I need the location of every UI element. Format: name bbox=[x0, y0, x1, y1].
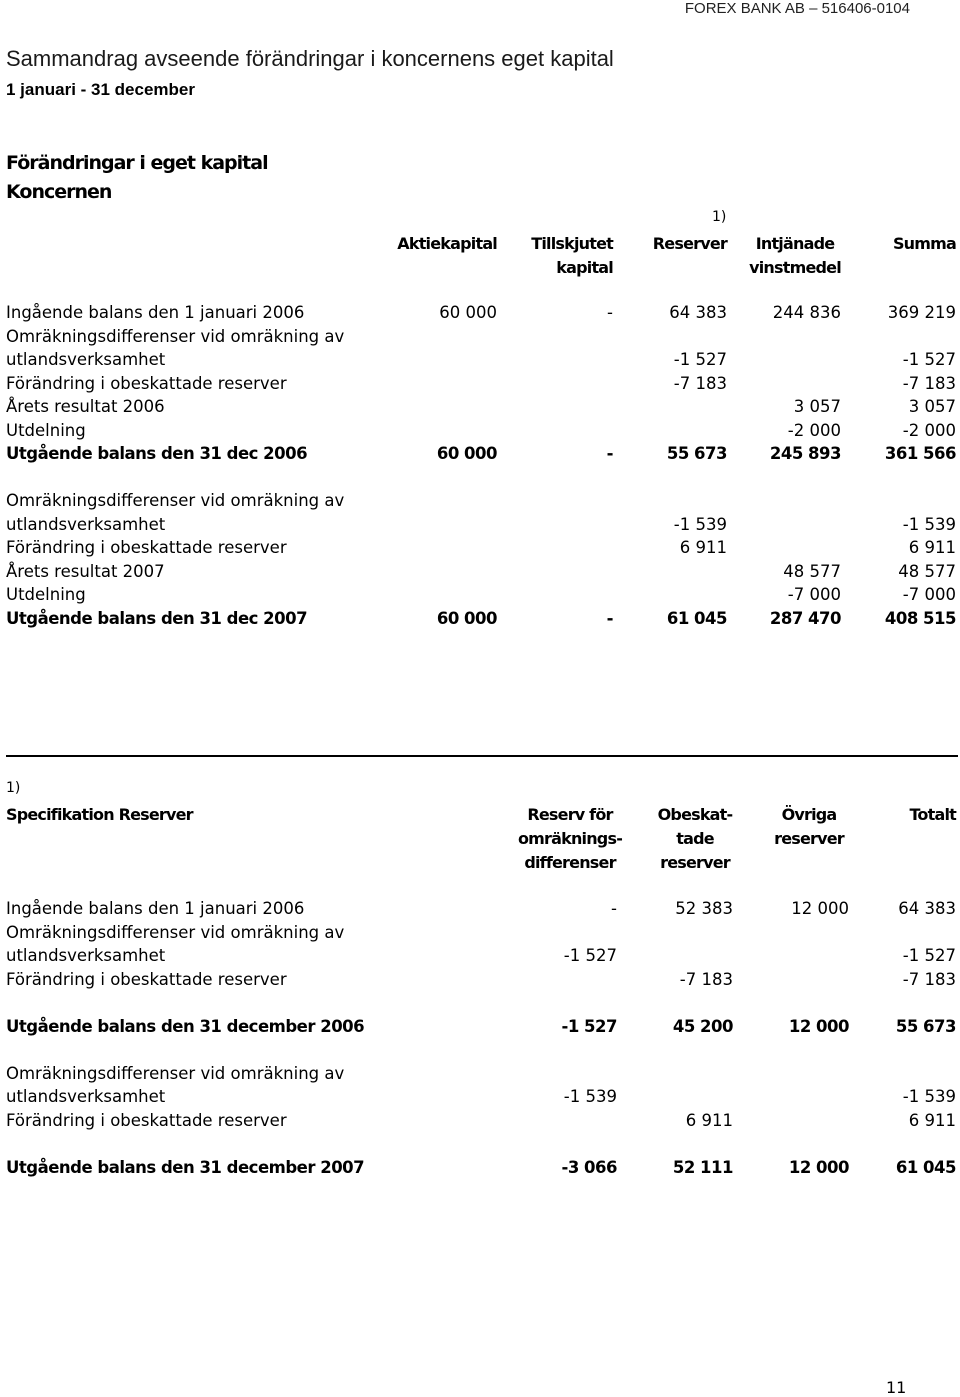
equity-table bbox=[6, 301, 956, 630]
col-header-totalt: Totalt bbox=[909, 805, 956, 824]
cell-omrakning bbox=[501, 968, 617, 992]
cell-tillskjutet bbox=[497, 560, 613, 584]
cell-aktiekapital bbox=[358, 489, 497, 513]
col-header-omrakning-line1: Reserv för bbox=[527, 805, 613, 824]
cell-summa bbox=[841, 325, 956, 349]
col-header-tillskjutet-line1: Tillskjutet bbox=[531, 234, 613, 253]
col-header-ovriga-line1: Övriga bbox=[781, 805, 837, 824]
row-label: Utgående balans den 31 dec 2007 bbox=[6, 608, 308, 628]
col-header-summa: Summa bbox=[892, 234, 956, 253]
specification-title: Specifikation Reserver bbox=[6, 805, 193, 824]
col-header-obeskattade-line3: reserver bbox=[660, 853, 730, 872]
equity-section-subtitle: Koncernen bbox=[6, 181, 112, 203]
row-label: Årets resultat 2007 bbox=[6, 561, 165, 581]
reserver-footnote-ref: 1) bbox=[712, 209, 727, 225]
row-label: utlandsverksamhet bbox=[6, 1087, 166, 1106]
table-row bbox=[6, 1015, 956, 1039]
col-header-obeskattade-line2: tade bbox=[676, 829, 714, 848]
cell-ovriga: 12 000 bbox=[788, 1016, 849, 1036]
cell-tillskjutet bbox=[497, 395, 613, 419]
cell-intjanade: 3 057 bbox=[793, 397, 841, 416]
cell-intjanade bbox=[727, 466, 841, 490]
cell-aktiekapital bbox=[358, 419, 497, 443]
table-row bbox=[6, 1132, 956, 1156]
cell-intjanade: 287 470 bbox=[769, 608, 841, 628]
table-row bbox=[6, 466, 956, 490]
row-label: Omräkningsdifferenser vid omräkning av bbox=[6, 922, 345, 942]
row-label: Förändring i obeskattade reserver bbox=[6, 538, 287, 557]
row-label: Utgående balans den 31 december 2007 bbox=[6, 1157, 365, 1177]
cell-obeskattade bbox=[617, 1132, 733, 1156]
row-label: utlandsverksamhet bbox=[6, 946, 166, 965]
cell-ovriga bbox=[733, 1109, 849, 1133]
cell-summa bbox=[841, 466, 956, 490]
cell-reserver bbox=[613, 583, 727, 607]
row-label: utlandsverksamhet bbox=[6, 514, 166, 534]
table-row bbox=[6, 921, 956, 945]
cell-tillskjutet: - bbox=[606, 608, 613, 628]
cell-aktiekapital bbox=[358, 536, 497, 560]
col-header-tillskjutet bbox=[500, 232, 613, 280]
cell-ovriga bbox=[733, 1085, 849, 1109]
col-header-omrakning-line3: differenser bbox=[524, 853, 616, 872]
row-label bbox=[6, 1038, 501, 1062]
cell-obeskattade: 52 111 bbox=[672, 1157, 733, 1177]
col-header-obeskattade-line1: Obeskat- bbox=[657, 805, 733, 824]
cell-omrakning bbox=[501, 1109, 617, 1133]
table-row bbox=[6, 944, 956, 968]
cell-intjanade: 48 577 bbox=[783, 561, 841, 581]
cell-obeskattade bbox=[617, 1038, 733, 1062]
cell-summa: 6 911 bbox=[908, 538, 956, 557]
col-header-aktiekapital: Aktiekapital bbox=[397, 234, 497, 253]
cell-summa: 3 057 bbox=[908, 397, 956, 416]
cell-tillskjutet bbox=[497, 583, 613, 607]
table-row bbox=[6, 1062, 956, 1086]
row-label: utlandsverksamhet bbox=[6, 350, 166, 369]
company-header: FOREX BANK AB – 516406-0104 bbox=[684, 0, 910, 17]
row-label: Ingående balans den 1 januari 2006 bbox=[6, 899, 305, 918]
row-label bbox=[6, 991, 501, 1015]
table-row bbox=[6, 395, 956, 419]
row-label: Förändring i obeskattade reserver bbox=[6, 373, 287, 393]
table-row bbox=[6, 560, 956, 584]
row-label: Utdelning bbox=[6, 420, 86, 440]
cell-omrakning: -1 527 bbox=[563, 946, 617, 965]
table-row bbox=[6, 301, 956, 325]
cell-summa: -7 000 bbox=[902, 585, 956, 604]
cell-omrakning bbox=[501, 1062, 617, 1086]
reserves-table bbox=[6, 897, 956, 1179]
cell-ovriga: 12 000 bbox=[788, 1157, 849, 1177]
cell-intjanade bbox=[727, 372, 841, 396]
cell-aktiekapital bbox=[358, 560, 497, 584]
cell-aktiekapital bbox=[358, 348, 497, 372]
cell-obeskattade: 45 200 bbox=[672, 1016, 733, 1036]
cell-tillskjutet bbox=[497, 348, 613, 372]
cell-omrakning bbox=[501, 1132, 617, 1156]
cell-obeskattade: 52 383 bbox=[675, 899, 733, 918]
row-label: Omräkningsdifferenser vid omräkning av bbox=[6, 326, 345, 346]
row-label: Ingående balans den 1 januari 2006 bbox=[6, 303, 305, 322]
cell-summa: 48 577 bbox=[898, 561, 956, 581]
page-subtitle: 1 januari - 31 december bbox=[6, 80, 195, 99]
cell-aktiekapital bbox=[358, 395, 497, 419]
table-row bbox=[6, 348, 956, 372]
cell-intjanade: -2 000 bbox=[787, 420, 841, 440]
cell-totalt: 55 673 bbox=[895, 1016, 956, 1036]
col-header-reserver: Reserver bbox=[652, 234, 727, 253]
cell-tillskjutet bbox=[497, 325, 613, 349]
cell-aktiekapital: 60 000 bbox=[436, 608, 497, 628]
cell-reserver bbox=[613, 560, 727, 584]
cell-obeskattade bbox=[617, 1062, 733, 1086]
cell-omrakning: -1 527 bbox=[561, 1016, 617, 1036]
table-row bbox=[6, 536, 956, 560]
row-label: Årets resultat 2006 bbox=[6, 397, 165, 416]
cell-obeskattade: -7 183 bbox=[679, 969, 733, 989]
table-row bbox=[6, 607, 956, 631]
cell-totalt: -1 539 bbox=[902, 1087, 956, 1106]
table-row bbox=[6, 1109, 956, 1133]
table-row bbox=[6, 1038, 956, 1062]
col-header-intjanade bbox=[740, 232, 850, 280]
col-header-tillskjutet-line2: kapital bbox=[556, 258, 613, 277]
cell-ovriga bbox=[733, 921, 849, 945]
cell-aktiekapital bbox=[358, 325, 497, 349]
table-row bbox=[6, 513, 956, 537]
cell-totalt bbox=[849, 921, 956, 945]
cell-reserver bbox=[613, 489, 727, 513]
row-label: Omräkningsdifferenser vid omräkning av bbox=[6, 491, 345, 510]
equity-section-title: Förändringar i eget kapital bbox=[6, 152, 268, 174]
cell-intjanade bbox=[727, 325, 841, 349]
cell-ovriga bbox=[733, 944, 849, 968]
cell-totalt bbox=[849, 991, 956, 1015]
table-row bbox=[6, 325, 956, 349]
cell-omrakning bbox=[501, 1038, 617, 1062]
cell-totalt bbox=[849, 1132, 956, 1156]
cell-intjanade: 244 836 bbox=[772, 303, 841, 322]
col-header-ovriga-line2: reserver bbox=[774, 829, 844, 848]
cell-totalt: 61 045 bbox=[895, 1157, 956, 1177]
cell-tillskjutet: - bbox=[607, 303, 613, 322]
table-row bbox=[6, 442, 956, 466]
cell-intjanade: -7 000 bbox=[787, 585, 841, 604]
cell-intjanade: 245 893 bbox=[769, 444, 841, 463]
cell-ovriga bbox=[733, 991, 849, 1015]
cell-totalt: -1 527 bbox=[902, 946, 956, 965]
cell-omrakning bbox=[501, 991, 617, 1015]
cell-obeskattade: 6 911 bbox=[685, 1110, 733, 1130]
cell-ovriga bbox=[733, 968, 849, 992]
cell-reserver: 64 383 bbox=[669, 303, 727, 322]
cell-aktiekapital bbox=[358, 372, 497, 396]
cell-reserver: 55 673 bbox=[666, 444, 727, 463]
row-label: Förändring i obeskattade reserver bbox=[6, 1110, 287, 1130]
section-divider bbox=[6, 755, 958, 757]
cell-aktiekapital bbox=[358, 513, 497, 537]
cell-reserver: 61 045 bbox=[666, 608, 727, 628]
cell-ovriga: 12 000 bbox=[791, 899, 849, 918]
cell-reserver bbox=[613, 395, 727, 419]
cell-summa: 369 219 bbox=[887, 303, 956, 322]
cell-summa: 408 515 bbox=[884, 608, 956, 628]
cell-omrakning: -1 539 bbox=[563, 1087, 617, 1106]
cell-aktiekapital: 60 000 bbox=[439, 303, 497, 322]
cell-aktiekapital: 60 000 bbox=[436, 444, 497, 463]
cell-tillskjutet bbox=[497, 489, 613, 513]
table-row bbox=[6, 1085, 956, 1109]
col-header-ovriga bbox=[756, 803, 862, 851]
cell-tillskjutet: - bbox=[606, 444, 613, 463]
col-header-obeskattade bbox=[640, 803, 750, 875]
cell-summa: -1 527 bbox=[902, 350, 956, 369]
cell-summa: -1 539 bbox=[902, 514, 956, 534]
col-header-omrakning bbox=[500, 803, 640, 875]
cell-intjanade bbox=[727, 348, 841, 372]
cell-summa: -7 183 bbox=[902, 373, 956, 393]
row-label bbox=[6, 466, 358, 490]
row-label bbox=[6, 1132, 501, 1156]
row-label: Utgående balans den 31 dec 2006 bbox=[6, 444, 308, 463]
cell-obeskattade bbox=[617, 944, 733, 968]
cell-reserver: -1 527 bbox=[673, 350, 727, 369]
cell-omrakning: -3 066 bbox=[561, 1157, 617, 1177]
cell-intjanade bbox=[727, 536, 841, 560]
cell-reserver: 6 911 bbox=[679, 538, 727, 557]
cell-totalt bbox=[849, 1038, 956, 1062]
row-label: Omräkningsdifferenser vid omräkning av bbox=[6, 1063, 345, 1083]
page-title: Sammandrag avseende förändringar i koncernens eget kapital bbox=[6, 46, 614, 71]
cell-totalt: -7 183 bbox=[902, 969, 956, 989]
cell-obeskattade bbox=[617, 991, 733, 1015]
table-row bbox=[6, 489, 956, 513]
cell-reserver: -7 183 bbox=[673, 373, 727, 393]
cell-tillskjutet bbox=[497, 513, 613, 537]
row-label: Förändring i obeskattade reserver bbox=[6, 969, 287, 989]
cell-reserver bbox=[613, 466, 727, 490]
cell-tillskjutet bbox=[497, 536, 613, 560]
cell-ovriga bbox=[733, 1062, 849, 1086]
cell-aktiekapital bbox=[358, 583, 497, 607]
cell-tillskjutet bbox=[497, 466, 613, 490]
cell-summa: 361 566 bbox=[884, 444, 956, 463]
cell-aktiekapital bbox=[358, 466, 497, 490]
cell-summa: -2 000 bbox=[902, 420, 956, 440]
cell-totalt bbox=[849, 1062, 956, 1086]
table-row bbox=[6, 583, 956, 607]
table-row bbox=[6, 991, 956, 1015]
cell-obeskattade bbox=[617, 921, 733, 945]
cell-ovriga bbox=[733, 1038, 849, 1062]
cell-reserver bbox=[613, 325, 727, 349]
cell-omrakning bbox=[501, 921, 617, 945]
col-header-omrakning-line2: omräknings- bbox=[517, 829, 623, 848]
col-header-intjanade-line2: vinstmedel bbox=[749, 258, 841, 277]
table-row bbox=[6, 968, 956, 992]
cell-intjanade bbox=[727, 489, 841, 513]
row-label: Utgående balans den 31 december 2006 bbox=[6, 1016, 365, 1036]
table-row bbox=[6, 419, 956, 443]
page-number: 11 bbox=[886, 1378, 907, 1397]
cell-obeskattade bbox=[617, 1085, 733, 1109]
cell-reserver bbox=[613, 419, 727, 443]
col-header-intjanade-line1: Intjänade bbox=[755, 234, 835, 253]
table-row bbox=[6, 372, 956, 396]
cell-ovriga bbox=[733, 1132, 849, 1156]
row-label: Utdelning bbox=[6, 585, 86, 604]
cell-tillskjutet bbox=[497, 419, 613, 443]
specification-footnote-ref: 1) bbox=[6, 780, 21, 796]
cell-totalt: 64 383 bbox=[898, 899, 956, 918]
table-row bbox=[6, 1156, 956, 1180]
cell-tillskjutet bbox=[497, 372, 613, 396]
table-row bbox=[6, 897, 956, 921]
cell-totalt: 6 911 bbox=[908, 1110, 956, 1130]
cell-summa bbox=[841, 489, 956, 513]
cell-omrakning: - bbox=[611, 899, 617, 918]
cell-intjanade bbox=[727, 513, 841, 537]
cell-reserver: -1 539 bbox=[673, 514, 727, 534]
